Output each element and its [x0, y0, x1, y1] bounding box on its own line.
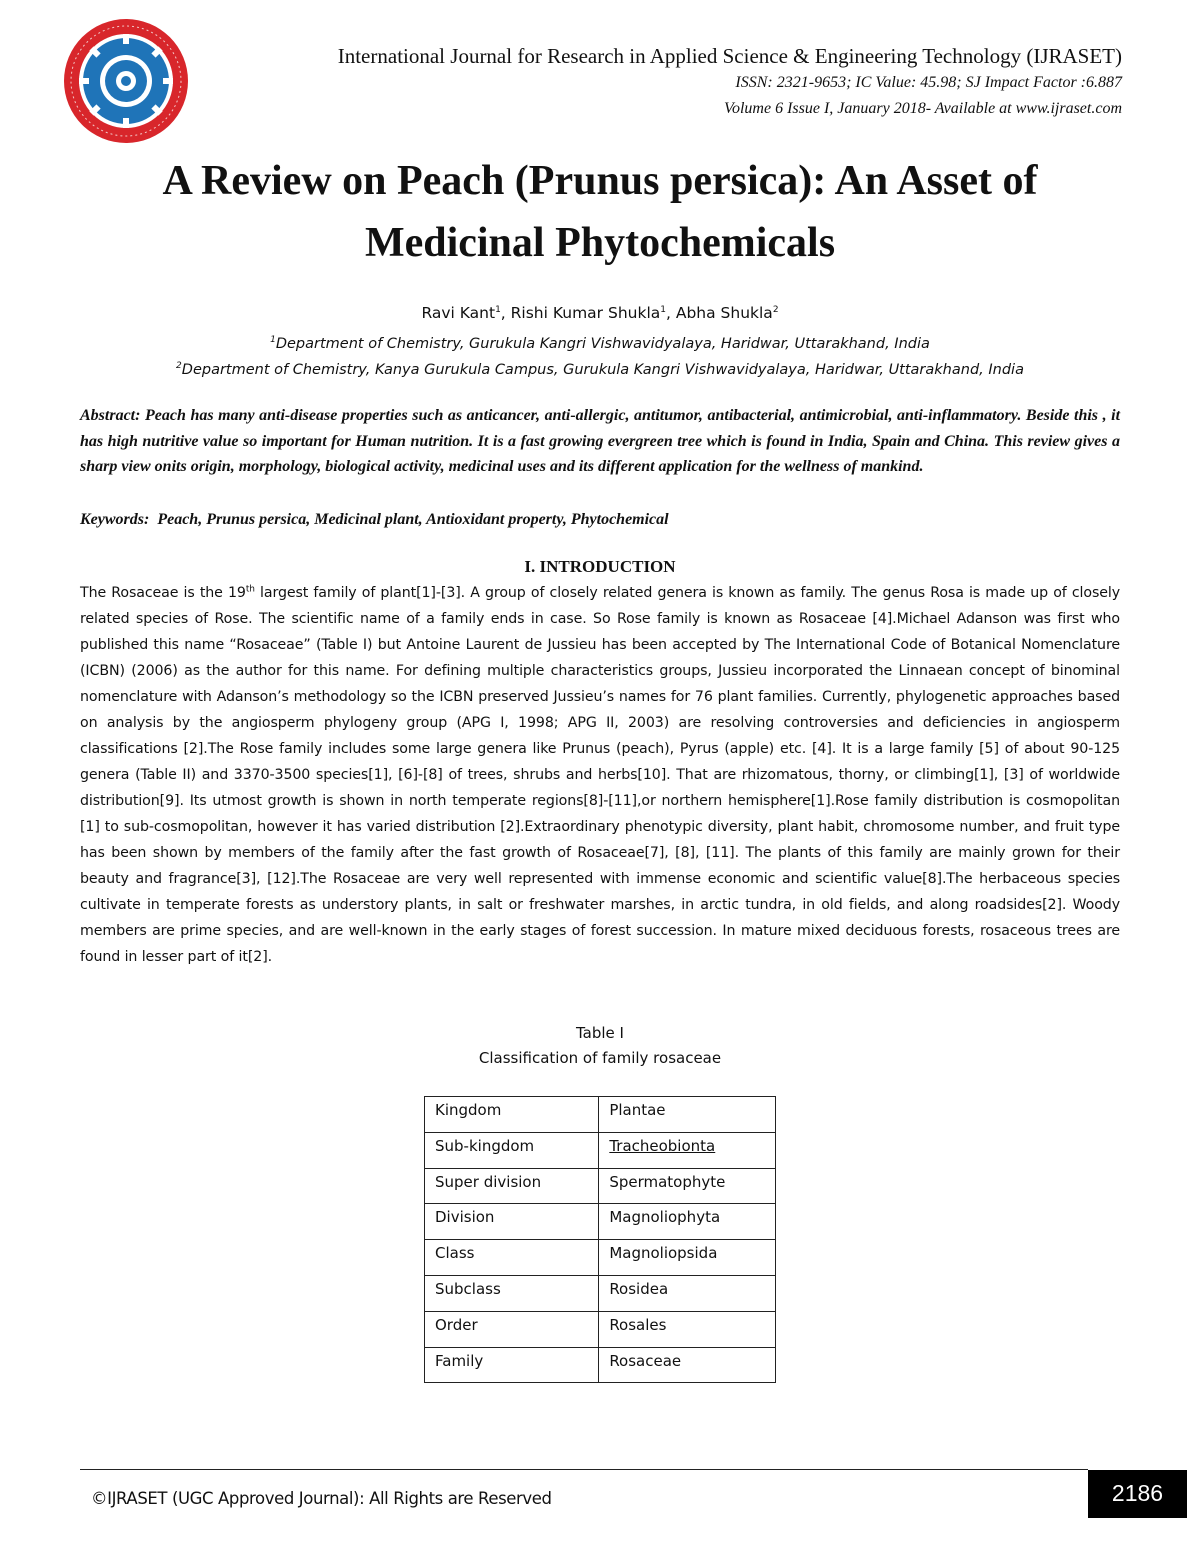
rank-cell: Family [425, 1347, 599, 1383]
value-cell: Rosales [599, 1311, 776, 1347]
author-name: Ravi Kant [421, 304, 496, 323]
value-cell: Plantae [599, 1097, 776, 1133]
abstract [80, 403, 1120, 480]
affiliation-2 [60, 355, 1140, 381]
author-affiliation-mark: 2 [772, 305, 779, 315]
table-row [425, 1168, 776, 1204]
table-row [425, 1097, 776, 1133]
rank-cell: Kingdom [425, 1097, 599, 1133]
rank-cell: Class [425, 1240, 599, 1276]
footer-divider [80, 1469, 1088, 1470]
journal-logo [57, 14, 195, 148]
body-text-start: The Rosaceae is the 19 [80, 585, 246, 601]
author-list [60, 298, 1140, 325]
rank-cell: Order [425, 1311, 599, 1347]
value-cell: Rosidea [599, 1275, 776, 1311]
table-title: Classification of family rosaceae [478, 1049, 722, 1067]
section-heading: I. INTRODUCTION [524, 557, 676, 576]
introduction-paragraph [80, 580, 1120, 970]
affiliation-mark: 1 [270, 335, 276, 345]
table-row [425, 1240, 776, 1276]
keywords-text: Peach, Prunus persica, Medicinal plant, Antioxidant property, Phytochemical [157, 511, 669, 528]
rank-cell: Super division [425, 1168, 599, 1204]
table-row [425, 1275, 776, 1311]
affiliation-text: Department of Chemistry, Gurukula Kangri Vishwavidyalaya, Haridwar, Uttarakhand, India [275, 335, 930, 352]
page-number: 2186 [1088, 1470, 1187, 1518]
value-cell-link[interactable]: Tracheobionta [599, 1132, 776, 1168]
author-separator: , [665, 304, 676, 323]
keywords [80, 507, 1120, 532]
value-cell: Magnoliophyta [599, 1204, 776, 1240]
rank-cell: Division [425, 1204, 599, 1240]
author-affiliation-mark: 1 [495, 305, 501, 315]
value-cell: Magnoliopsida [599, 1240, 776, 1276]
author-name: Abha Shukla [675, 304, 773, 323]
value-cell: Rosaceae [599, 1347, 776, 1383]
rank-cell: Sub-kingdom [425, 1132, 599, 1168]
title-line-1: A Review on Peach (Prunus persica): An Asset of [162, 158, 1038, 204]
keywords-label: Keywords: [80, 511, 150, 528]
journal-seal-icon [57, 14, 195, 148]
author-name: Rishi Kumar Shukla [510, 304, 661, 323]
author-separator: , [500, 304, 511, 323]
affiliation-1 [60, 329, 1140, 355]
volume-line: Volume 6 Issue I, January 2018- Available at www.ijraset.com [723, 100, 1122, 117]
journal-name: International Journal for Research in Applied Science & Engineering Technology (IJRASET) [337, 44, 1122, 68]
table-row [425, 1132, 776, 1168]
rank-cell: Subclass [425, 1275, 599, 1311]
table-row [425, 1204, 776, 1240]
abstract-label: Abstract: [80, 407, 141, 424]
title-line-2: Medicinal Phytochemicals [364, 220, 836, 266]
table-row [425, 1347, 776, 1383]
table-label: Table I [576, 1024, 624, 1042]
classification-table [424, 1096, 776, 1383]
affiliation-text: Department of Chemistry, Kanya Gurukula Campus, Gurukula Kangri Vishwavidyalaya, Haridwar, Uttarakhand, India [181, 361, 1024, 378]
issn-line: ISSN: 2321-9653; IC Value: 45.98; SJ Impact Factor :6.887 [735, 74, 1122, 91]
author-affiliation-mark: 1 [660, 305, 666, 315]
ordinal-suffix: th [245, 584, 255, 595]
affiliation-mark: 2 [176, 361, 182, 371]
footer-copyright: ©IJRASET (UGC Approved Journal): All Rights are Reserved [91, 1489, 552, 1508]
abstract-text: Peach has many anti-disease properties such as anticancer, anti-allergic, antitumor, antibacterial, antimicrobial, anti-inflammatory. Beside this , it has high nutritive value so important for Human nutrition. It is a fast growing evergreen tree which is found in India, Spain and China. This review gives a sharp view onits origin, morphology, biological activity, medicinal uses and its different application for the wellness of mankind. [80, 407, 1121, 476]
table-row [425, 1311, 776, 1347]
journal-header [200, 42, 1122, 122]
paper-title [60, 150, 1140, 274]
value-cell: Spermatophyte [599, 1168, 776, 1204]
body-text-rest: largest family of plant[1]-[3]. A group of closely related genera is known as family. The genus Rosa is made up of closely related species of Rose. The scientific name of a family ends in case. So Rose family is known as Rosaceae [4].Michael Adanson was first who published this name “Rosaceae” (Table I) but Antoine Laurent de Jussieu has been accepted by The International Code of Botanical Nomenclature (ICBN) (2006) as the author for this name. For defining multiple characteristics groups, Jussieu incorporated the Linnaean concept of binominal nomenclature with Adanson’s methodology so the ICBN preserved Jussieu’s names for 76 plant families. Currently, phylogenetic approaches based on analysis by the angiosperm phylogeny group (APG I, 1998; APG II, 2003) are resolving controversies and deficiencies in angiosperm classifications [2].The Rose family includes some large genera like Prunus (peach), Pyrus (apple) etc. [4]. It is a large family [5] of about 90-125 genera (Table II) and 3370-3500 species[1], [6]-[8] of trees, shrubs and herbs[10]. That are rhizomatous, thorny, or climbing[1], [3] of worldwide distribution[9]. Its utmost growth is shown in north temperate regions[8]-[11],or northern hemisphere[1].Rose family distribution is cosmopolitan [1] to sub-cosmopolitan, however it has varied distribution [2].Extraordinary phenotypic diversity, plant habit, chromosome number, and fruit type has been shown by members of the family after the fast growth of Rosaceae[7], [8], [11]. The plants of this family are mainly grown for their beauty and fragrance[3], [12].The Rosaceae are very well represented with immense economic and scientific value[8].The herbaceous species cultivate in temperate forests as understory plants, in salt or freshwater marshes, in arctic tundra, in old fields, and along roadsides[2]. Woody members are prime species, and are well-known in the early stages of forest succession. In mature mixed deciduous forests, rosaceous trees are found in lesser part of it[2]. [80, 585, 1120, 965]
